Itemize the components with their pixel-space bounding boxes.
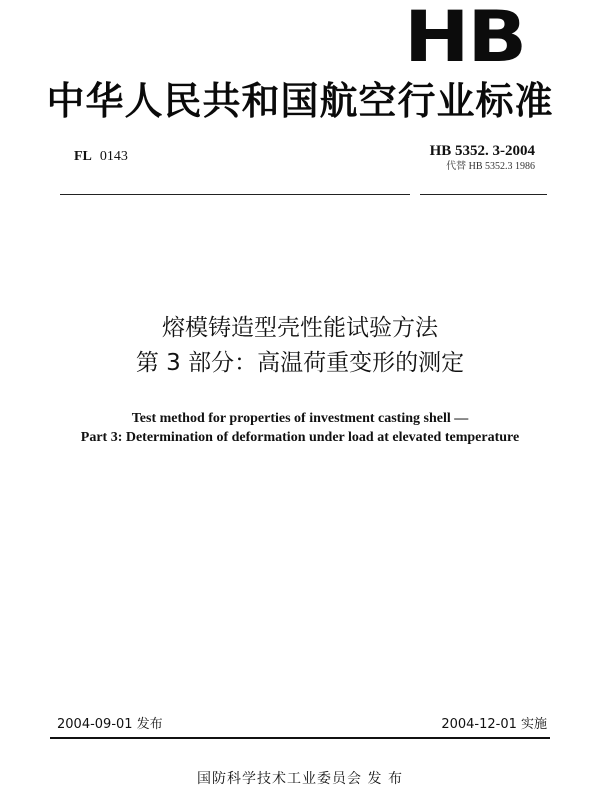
header-divider-right bbox=[420, 194, 547, 195]
ics-code bbox=[74, 148, 128, 166]
english-title-line-1: Test method for properties of investment casting shell — bbox=[131, 411, 469, 426]
chinese-title-line-1: 熔模铸造型壳性能试验方法 bbox=[162, 315, 438, 341]
replaces-note: 代替 HB 5352.3 1986 bbox=[446, 161, 535, 172]
english-title-line-2: Part 3: Determination of deformation under load at elevated temperature bbox=[80, 430, 520, 445]
issue-date: 2004-09-01 发布 bbox=[57, 717, 163, 732]
hb-logo: HB bbox=[404, 0, 525, 78]
chinese-title-line-2: 第 3 部分：高温荷重变形的测定 bbox=[135, 350, 465, 376]
publisher: 国防科学技术工业委员会 发 布 bbox=[197, 771, 403, 787]
standard-type-title: 中华人民共和国航空行业标准 bbox=[46, 79, 554, 123]
standard-number: HB 5352. 3-2004 bbox=[429, 143, 535, 159]
implementation-date: 2004-12-01 实施 bbox=[441, 717, 547, 732]
header-divider-left bbox=[60, 194, 410, 195]
ics-number: 0143 bbox=[99, 149, 128, 164]
ics-label: FL bbox=[74, 149, 92, 164]
footer-divider bbox=[50, 737, 550, 739]
